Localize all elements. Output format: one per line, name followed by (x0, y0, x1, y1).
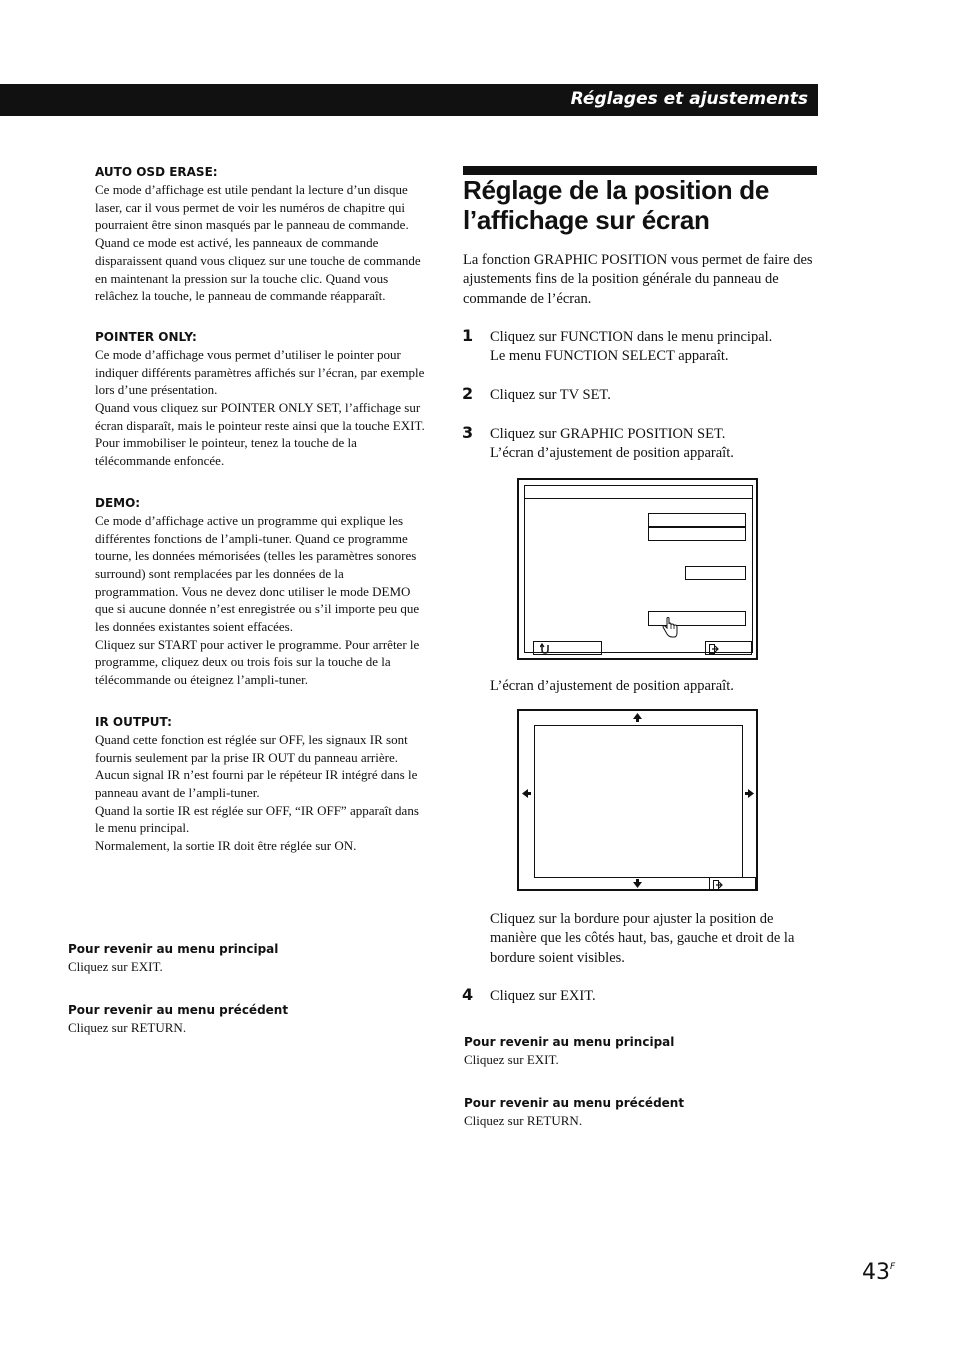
page-number-value: 43 (862, 1260, 890, 1285)
step-number-3: 3 (462, 423, 474, 442)
step-line: Cliquez sur EXIT. (490, 988, 596, 1004)
section-auto-osd-erase (95, 164, 425, 305)
paragraph: Quand vous cliquez sur POINTER ONLY SET, l’affichage sur écran disparaît, mais le pointeur reste ainsi que la touche EXIT. Pour immobiliser le pointeur, tenez la touche de la télécommande enfoncée. (95, 400, 425, 469)
page-title: Réglage de la position de l’affichage sur écran (463, 175, 769, 235)
heading-demo: DEMO: (95, 495, 141, 510)
step-number-2: 2 (462, 384, 474, 403)
return-button-box (533, 641, 602, 655)
step-2 (490, 386, 820, 405)
page-number (862, 1260, 895, 1285)
paragraph: Quand ce mode est activé, les panneaux de commande disparaissent quand vous cliquez sur une touche de commande en maintenant la pression sur la touche clic. Quand vous relâchez la touche, le panneau de commande réapparaît. (95, 235, 421, 304)
heading-pointer-only: POINTER ONLY: (95, 329, 197, 344)
left-column-definitions (95, 164, 425, 855)
return-main-heading: Pour revenir au menu principal (68, 942, 279, 956)
exit-button-box (705, 641, 752, 655)
paragraph: Quand cette fonction est réglée sur OFF, les signaux IR sont fournis seulement par la prise IR OUT du panneau arrière. Aucun signal IR n’est fourni par le répéteur IR intégré dans le panneau avant de l’ampli-tuner. (95, 731, 418, 800)
position-adjustment-screen-figure (517, 709, 758, 891)
step-line: Cliquez sur GRAPHIC POSITION SET. (490, 426, 726, 442)
step-line: L’écran d’ajustement de position apparaît. (490, 445, 734, 462)
arrow-down-icon (633, 879, 642, 888)
border-instruction: Cliquez sur la bordure pour ajuster la position de manière que les côtés haut, bas, gauche et droit de la bordure soient visibles. (490, 911, 795, 966)
menu-option-box (685, 566, 746, 580)
arrow-left-icon (522, 789, 531, 798)
arrow-up-icon (633, 713, 642, 722)
exit-icon (709, 644, 719, 654)
figure-caption: L’écran d’ajustement de position apparaît. (490, 678, 734, 694)
return-prev-heading: Pour revenir au menu précédent (464, 1095, 685, 1110)
return-arrow-icon (540, 643, 550, 654)
step-line: Cliquez sur FUNCTION dans le menu principal. (490, 329, 773, 345)
step-number-1: 1 (462, 326, 474, 345)
heading-auto-osd-erase: AUTO OSD ERASE: (95, 165, 218, 179)
title-rule (463, 166, 817, 175)
section-demo (95, 495, 425, 689)
paragraph: Ce mode d’affichage est utile pendant la lecture d’un disque laser, car il vous permet de voir les numéros de chapitre qui pourraient être sinon masqués par le panneau de commande. (95, 182, 409, 233)
adjustable-border-frame (534, 725, 743, 878)
exit-icon (713, 880, 723, 890)
return-prev-text: Cliquez sur RETURN. (68, 1019, 187, 1035)
menu-option-box (648, 527, 746, 541)
return-prev-heading: Pour revenir au menu précédent (68, 1002, 289, 1017)
section-pointer-only (95, 329, 425, 470)
heading-ir-output: IR OUTPUT: (95, 714, 172, 729)
paragraph: Normalement, la sortie IR doit être réglée sur ON. (95, 838, 357, 854)
return-prev-text: Cliquez sur RETURN. (464, 1112, 583, 1128)
paragraph: Ce mode d’affichage active un programme qui explique les différentes fonctions de l’ampli-tuner. Quand ce programme tourne, les données mémorisées (telles les paramètres sonores surround) sont remplacées par les données de la programmation. Vous ne devez donc utiliser le mode DEMO que si aucune donnée n’est enregistrée ou s’il importe peu que les données existantes soient effacées. (95, 512, 420, 635)
section-ir-output (95, 714, 425, 855)
left-return-notes (68, 941, 428, 1036)
step-number-4: 4 (462, 985, 474, 1004)
tv-set-menu-screen-figure (517, 478, 758, 660)
section-header-bar (0, 84, 818, 116)
paragraph: Cliquez sur START pour activer le programme. Pour arrêter le programme, cliquez deux ou trois fois sur la touche de la télécommande ou éteignez l’ampli-tuner. (95, 636, 420, 688)
return-main-text: Cliquez sur EXIT. (68, 959, 163, 974)
step-1 (490, 328, 820, 367)
step-line: Le menu FUNCTION SELECT apparaît. (490, 348, 729, 365)
step-3 (490, 425, 820, 464)
menu-option-box (648, 513, 746, 527)
arrow-right-icon (745, 789, 754, 798)
step-line: Cliquez sur TV SET. (490, 387, 611, 403)
paragraph: Ce mode d’affichage vous permet d’utiliser le pointer pour indiquer différents paramètres affichés sur l’écran, par exemple lors d’une présentation. (95, 346, 425, 398)
section-header-title: Réglages et ajustements (570, 89, 808, 109)
exit-button-box (709, 877, 756, 891)
step-4 (490, 987, 820, 1006)
hand-pointer-icon (662, 617, 678, 639)
menu-title-bar (524, 485, 753, 499)
return-main-heading: Pour revenir au menu principal (464, 1035, 675, 1049)
paragraph: Quand la sortie IR est réglée sur OFF, “IR OFF” apparaît dans le menu principal. (95, 802, 419, 836)
intro-paragraph: La fonction GRAPHIC POSITION vous permet de faire des ajustements fins de la position générale du panneau de commande de l’écran. (463, 252, 813, 307)
return-main-text: Cliquez sur EXIT. (464, 1052, 559, 1067)
page-number-suffix: F (890, 1262, 896, 1272)
right-return-notes (464, 1034, 824, 1129)
